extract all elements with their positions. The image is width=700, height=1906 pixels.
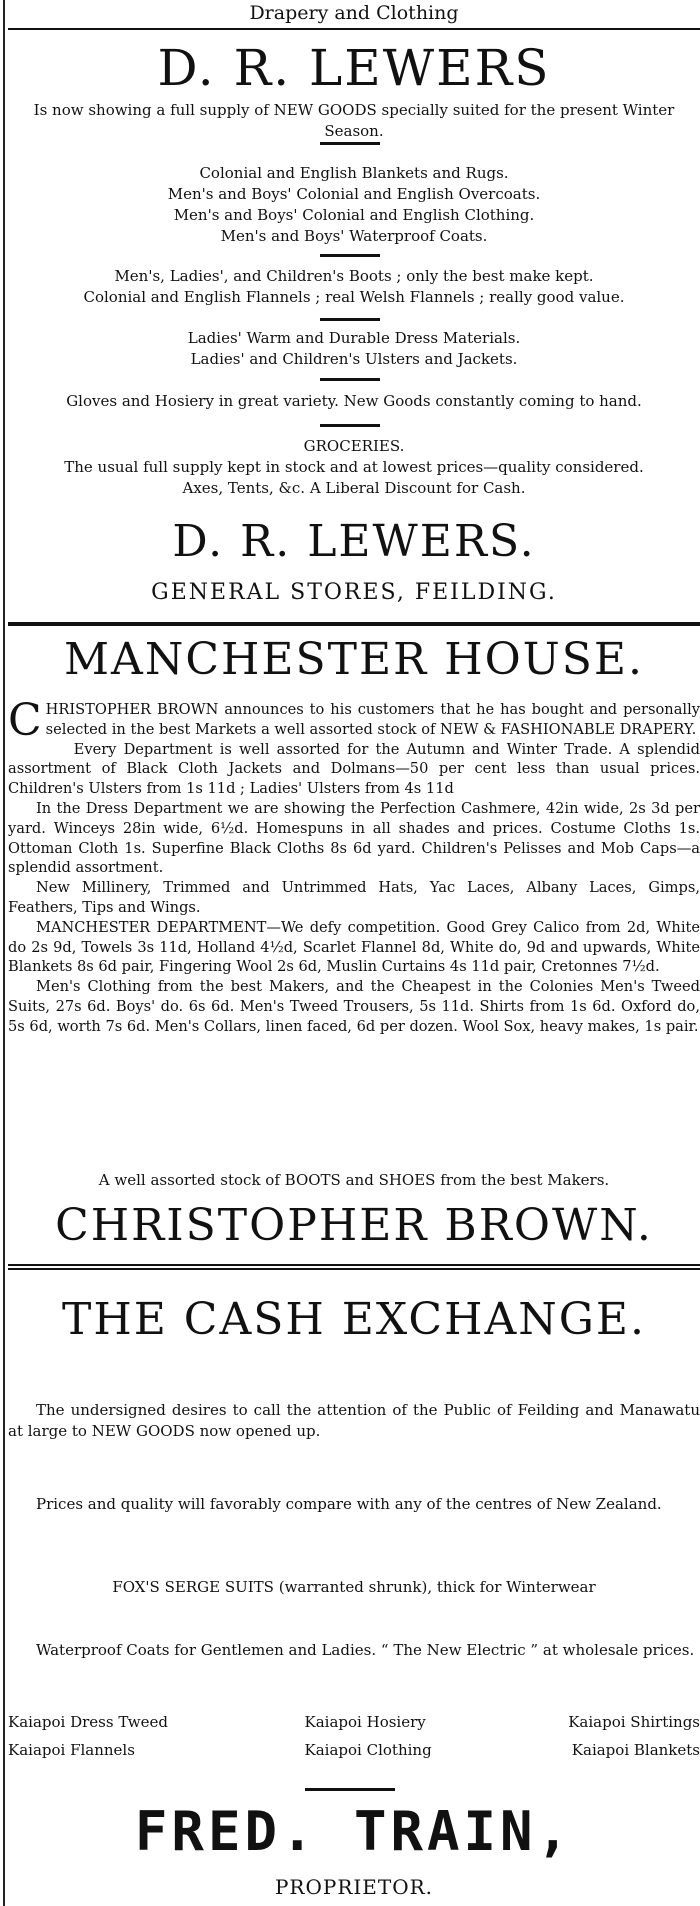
list-item: Kaiapoi Shirtings — [568, 1713, 700, 1731]
cash-proprietor-name: FRED. TRAIN, — [134, 1800, 574, 1863]
lewers-group-3 — [8, 328, 700, 370]
lewers-signature: D. R. LEWERS. — [172, 516, 536, 567]
divider — [320, 424, 380, 427]
ad-separator — [8, 1264, 700, 1266]
kaiapoi-col-2 — [305, 1708, 432, 1764]
divider — [320, 254, 380, 257]
divider — [320, 378, 380, 381]
groceries-heading: GROCERIES. — [303, 437, 405, 455]
manchester-proprietor: CHRISTOPHER BROWN. — [55, 1200, 653, 1251]
divider — [320, 318, 380, 321]
groceries-line-2: Axes, Tents, &c. A Liberal Discount for Cash. — [182, 479, 526, 497]
ad-separator — [8, 1268, 700, 1270]
manchester-paragraph-1: CHRISTOPHER BROWN announces to his customers that he has bought and personally selected in the best Markets a well assorted stock of NEW & FASHIONABLE DRAPERY. — [8, 695, 700, 746]
lewers-group-2 — [8, 266, 700, 308]
ad-separator — [8, 622, 700, 626]
manchester-boots: A well assorted stock of BOOTS and SHOES from the best Makers. — [98, 1171, 610, 1189]
list-item: Kaiapoi Dress Tweed — [8, 1713, 168, 1731]
list-item: Men's and Boys' Colonial and English Overcoats. — [167, 185, 541, 203]
lewers-group-1 — [8, 163, 700, 247]
list-item: Kaiapoi Flannels — [8, 1741, 135, 1759]
kaiapoi-col-1 — [8, 1708, 168, 1764]
list-item: Kaiapoi Clothing — [304, 1741, 432, 1759]
cash-paragraph-4: Waterproof Coats for Gentlemen and Ladies. “ The New Electric ” at wholesale prices. — [36, 1641, 695, 1659]
list-item: Ladies' Warm and Durable Dress Materials. — [187, 329, 521, 347]
manchester-paragraph-6: Men's Clothing from the best Makers, and the Cheapest in the Colonies Men's Tweed Suits, 27s 6d. Boys' do. 6s 6d. Men's Tweed Trousers, 5s 11d. Shirts from 1s 6d. Oxford do, 5s 6d, worth 7s 6d. Men's Collars, linen faced, 6d per dozen. Wool Sox, heavy makes, 1s pair. — [8, 978, 700, 1035]
drop-cap: C — [8, 695, 42, 746]
manchester-title: MANCHESTER HOUSE. — [64, 634, 644, 685]
manchester-paragraph-3: In the Dress Department we are showing the Perfection Cashmere, 42in wide, 2s 3d per yard. Winceys 28in wide, 6½d. Homespuns in all shades and prices. Costume Cloths 1s. Ottoman Cloth 1s. Superfine Black Cloths 8s 6d yard. Children's Pelisses and Mob Caps—a splendid assortment. — [8, 799, 700, 877]
header-rule — [8, 28, 700, 30]
cash-proprietor-role: PROPRIETOR. — [274, 1875, 434, 1899]
list-item: Men's and Boys' Waterproof Coats. — [220, 227, 488, 245]
column-border — [3, 0, 5, 1906]
manchester-paragraph-5: MANCHESTER DEPARTMENT—We defy competition. Good Grey Calico from 2d, White do 2s 9d, Towels 3s 11d, Holland 4½d, Scarlet Flannel 8d, White do, 9d and upwards, White Blankets 8s 6d pair, Fingering Wool 2s 6d, Muslin Curtains 4s 11d pair, Cretonnes 7½d. — [8, 918, 700, 976]
divider — [320, 142, 380, 145]
cash-paragraph-1: The undersigned desires to call the attention of the Public of Feilding and Manawatu at large to NEW GOODS now opened up. — [8, 1401, 700, 1440]
list-item: Men's and Boys' Colonial and English Clothing. — [173, 206, 535, 224]
list-item: Colonial and English Flannels ; real Welsh Flannels ; really good value. — [83, 288, 625, 306]
kaiapoi-columns — [8, 1708, 700, 1764]
cash-title: THE CASH EXCHANGE. — [61, 1294, 646, 1345]
lewers-title: D. R. LEWERS — [157, 39, 551, 97]
lewers-intro: Is now showing a full supply of NEW GOODS specially suited for the present Winter Season. — [33, 101, 675, 140]
manchester-paragraph-4: New Millinery, Trimmed and Untrimmed Hats, Yac Laces, Albany Laces, Gimps, Feathers, Tips and Wings. — [8, 879, 700, 916]
lewers-gloves: Gloves and Hosiery in great variety. New Goods constantly coming to hand. — [66, 392, 642, 410]
groceries-line-1: The usual full supply kept in stock and at lowest prices—quality considered. — [64, 458, 644, 476]
manchester-body — [8, 695, 700, 1037]
section-heading: Drapery and Clothing — [249, 2, 459, 24]
list-item: Colonial and English Blankets and Rugs. — [199, 164, 509, 182]
list-item: Kaiapoi Hosiery — [304, 1713, 426, 1731]
cash-paragraph-2: Prices and quality will favorably compare with any of the centres of New Zealand. — [36, 1495, 662, 1513]
kaiapoi-col-3 — [568, 1708, 700, 1764]
list-item: Ladies' and Children's Ulsters and Jackets. — [190, 350, 518, 368]
list-item: Kaiapoi Blankets — [571, 1741, 700, 1759]
divider — [305, 1788, 395, 1791]
cash-paragraph-3: FOX'S SERGE SUITS (warranted shrunk), thick for Winterwear — [112, 1578, 596, 1596]
lewers-stores: GENERAL STORES, FEILDING. — [151, 580, 557, 605]
list-item: Men's, Ladies', and Children's Boots ; only the best make kept. — [114, 267, 594, 285]
manchester-paragraph-2: Every Department is well assorted for the Autumn and Winter Trade. A splendid assortment of Black Cloth Jackets and Dolmans—50 per cent less than usual prices. Children's Ulsters from 1s 11d ; Ladies' Ulsters from 4s 11d — [8, 740, 700, 798]
